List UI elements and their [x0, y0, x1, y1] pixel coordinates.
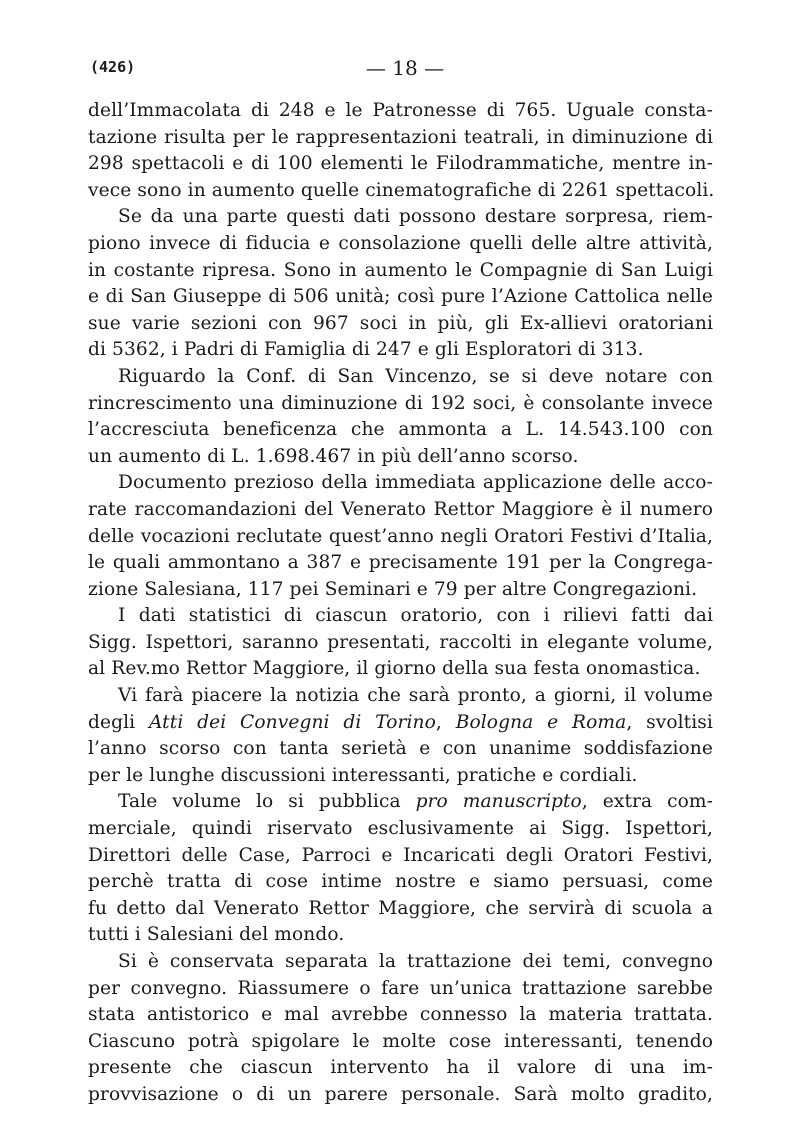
text-line: zione Salesiana, 117 pei Seminari e 79 per altre Congregazioni.: [88, 578, 698, 600]
paragraph: [88, 364, 713, 470]
text-line: perchè tratta di cose intime nostre e siamo persuasi, come: [88, 871, 713, 893]
text-line: dell’Immacolata di 248 e le Patronesse di 765. Uguale consta-: [88, 100, 713, 121]
text-line: tutti i Salesiani del mondo.: [88, 924, 345, 946]
text-line: l’anno scorso con tanta serietà e con unanime soddisfazione: [88, 738, 713, 760]
page-number: — 18 —: [365, 56, 445, 80]
text-line: per le lunghe discussioni interessanti, pratiche e cordiali.: [88, 764, 638, 786]
text-line: sue varie sezioni con 967 soci in più, gli Ex-allievi oratoriani: [88, 312, 713, 334]
text-line: degli Atti dei Convegni di Torino, Bologna e Roma, svoltisi: [88, 711, 713, 733]
italic-text: Bologna e Roma: [455, 711, 627, 733]
text-line: di 5362, i Padri di Famiglia di 247 e gli Esploratori di 313.: [88, 339, 644, 361]
text-line: Ciascuno potrà spigolare le molte cose interessanti, tenendo: [88, 1030, 713, 1052]
paragraph: [88, 98, 713, 204]
text-line: e di San Giuseppe di 506 unità; così pure l’Azione Cattolica nelle: [88, 286, 713, 308]
text-line: Se da una parte questi dati possono destare sorpresa, riem-: [118, 206, 713, 228]
paragraph: [88, 470, 713, 603]
paragraph: [88, 204, 713, 364]
text-line: Vi farà piacere la notizia che sarà pronto, a giorni, il volume: [118, 685, 713, 707]
text-line: un aumento di L. 1.698.467 in più dell’anno scorso.: [88, 445, 579, 467]
text-line: in costante ripresa. Sono in aumento le Compagnie di San Luigi: [88, 259, 713, 281]
text-line: provvisazione o di un parere personale. Sarà molto gradito,: [88, 1083, 713, 1105]
text-line: 298 spettacoli e di 100 elementi le Filodrammatiche, mentre in-: [88, 153, 713, 175]
text-line: rincrescimento una diminuzione di 192 soci, è consolante invece: [88, 392, 713, 414]
text-line: rate raccomandazioni del Venerato Rettor Maggiore è il numero: [88, 498, 713, 520]
text-line: le quali ammontano a 387 e precisamente 191 per la Congrega-: [88, 552, 713, 574]
text-line: Si è conservata separata la trattazione dei temi, convegno: [118, 951, 713, 972]
text-line: l’accresciuta beneficenza che ammonta a L. 14.543.100 con: [88, 419, 713, 441]
text-line: stata antistorico e mal avrebbe connesso la materia trattata.: [88, 1004, 713, 1026]
paragraph: [88, 789, 713, 949]
text-line: tazione risulta per le rappresentazioni teatrali, in diminuzione di: [88, 126, 713, 148]
text-line: presente che ciascun intervento ha il valore di una im-: [88, 1057, 713, 1079]
text-line: fu detto dal Venerato Rettor Maggiore, che servirà di scuola a: [88, 897, 713, 919]
text-line: Tale volume lo si pubblica pro manuscripto, extra com-: [118, 791, 713, 813]
text-line: piono invece di fiducia e consolazione quelli delle altre attività,: [88, 232, 713, 254]
text-line: delle vocazioni reclutate quest’anno negli Oratori Festivi d’Italia,: [88, 525, 713, 547]
text-line: Documento prezioso della immediata applicazione delle acco-: [118, 472, 713, 494]
text-line: Riguardo la Conf. di San Vincenzo, se si deve notare con: [118, 365, 713, 387]
paragraph: [88, 949, 713, 1109]
text-line: I dati statistici di ciascun oratorio, con i rilievi fatti dai: [118, 605, 713, 627]
text-line: Sigg. Ispettori, saranno presentati, raccolti in elegante volume,: [88, 631, 713, 653]
page-header: [90, 56, 712, 82]
italic-text: Atti dei Convegni di Torino: [148, 711, 436, 733]
text-line: vece sono in aumento quelle cinematografiche di 2261 spettacoli.: [88, 179, 715, 201]
text-line: al Rev.mo Rettor Maggiore, il giorno della sua festa onomastica.: [88, 658, 701, 680]
text-line: merciale, quindi riservato esclusivamente ai Sigg. Ispettori,: [88, 818, 713, 840]
body-text: [88, 98, 713, 1109]
text-line: Direttori delle Case, Parroci e Incaricati degli Oratori Festivi,: [88, 844, 713, 866]
page-reference: (426): [90, 58, 136, 76]
paragraph: [88, 683, 713, 789]
paragraph: [88, 603, 713, 683]
text-line: per convegno. Riassumere o fare un’unica trattazione sarebbe: [88, 977, 713, 999]
italic-text: pro manuscripto: [415, 791, 582, 813]
